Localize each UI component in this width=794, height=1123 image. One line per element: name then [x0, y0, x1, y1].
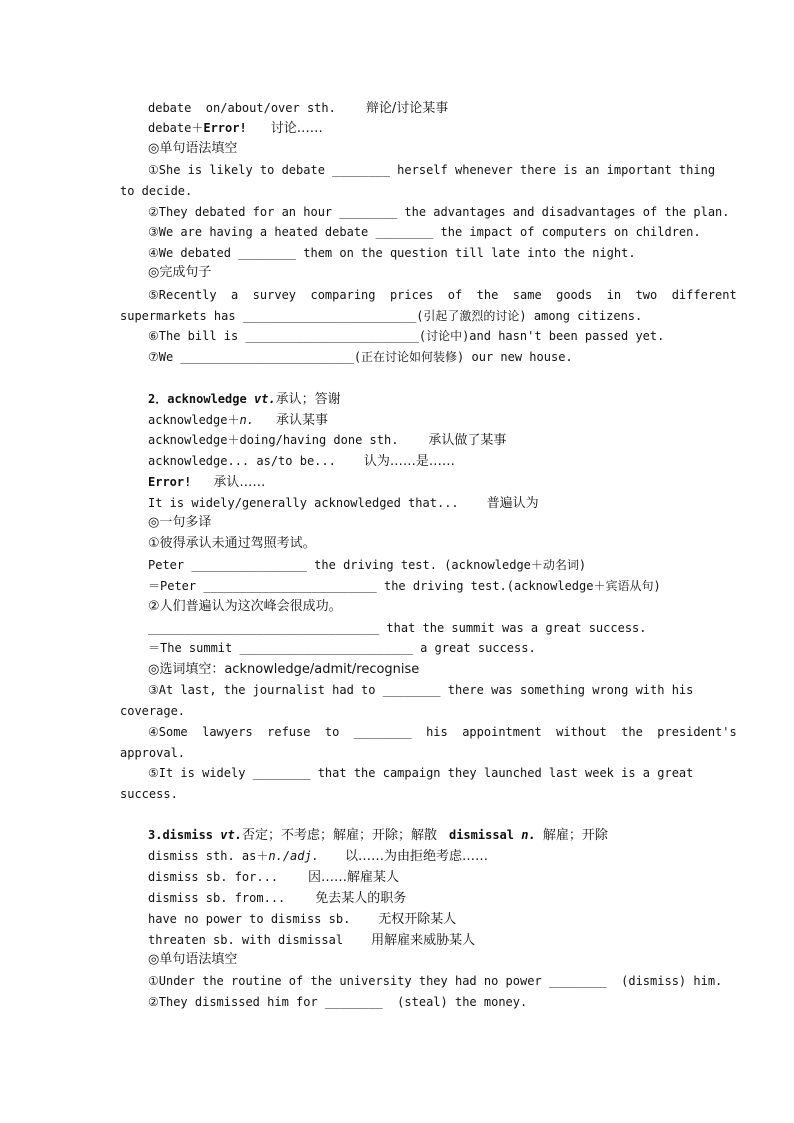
exercise-line: ③At last, the journalist had to ________ there was something wrong with his: [148, 683, 694, 697]
section-heading: ◎单句语法填空: [148, 952, 238, 967]
exercise-line: ⑤It is widely ________ that the campaign they launched last week is a great: [148, 766, 694, 780]
debate-phrase-1: debate on/about/over sth. 辩论/讨论某事: [148, 101, 449, 116]
exercise-line: ①Under the routine of the university they had no power ________ (dismiss) him.: [148, 974, 723, 988]
section-heading: ◎选词填空：acknowledge/admit/recognise: [148, 662, 420, 677]
exercise-line: Peter ________________ the driving test. (acknowledge＋动名词): [148, 558, 587, 572]
exercise-line: ②人们普遍认为这次峰会很成功。: [148, 599, 342, 614]
exercise-line: coverage.: [120, 704, 186, 718]
exercise-line: ②They debated for an hour ________ the advantages and disadvantages of the plan.: [148, 205, 730, 219]
exercise-line: success.: [120, 787, 178, 801]
phrase-line: Error! 承认……: [148, 475, 266, 490]
phrase-line: acknowledge... as/to be... 认为……是……: [148, 454, 455, 469]
phrase-line: dismiss sb. from... 免去某人的职务: [148, 891, 407, 906]
section-heading: ◎一句多译: [148, 515, 212, 530]
exercise-line: ①She is likely to debate ________ herself whenever there is an important thing: [148, 163, 716, 177]
entry-title-dismiss: 3.dismiss vt.否定；不考虑；解雇；开除；解散 dismissal n. 解雇；开除: [148, 828, 608, 843]
exercise-line: ＝Peter ________________________ the driving test.(acknowledge＋宾语从句): [148, 579, 661, 593]
exercise-line: supermarkets has ________________________(引起了激烈的讨论) among citizens.: [120, 309, 643, 323]
exercise-line: ②They dismissed him for ________ (steal) the money.: [148, 995, 528, 1009]
exercise-line: ④Some lawyers refuse to ________ his appointment without the president's: [148, 725, 737, 739]
phrase-line: have no power to dismiss sb. 无权开除某人: [148, 912, 457, 927]
exercise-line: ＝The summit ________________________ a great success.: [148, 641, 536, 655]
exercise-line: ⑦We ________________________(正在讨论如何装修) our new house.: [148, 350, 573, 364]
exercise-line: ________________________________ that the summit was a great success.: [148, 621, 647, 635]
exercise-line: ⑥The bill is ________________________(讨论中)and hasn't been passed yet.: [148, 329, 665, 343]
section-heading: ◎完成句子: [148, 265, 212, 280]
exercise-line: ④We debated ________ them on the question till late into the night.: [148, 246, 636, 260]
phrase-line: dismiss sb. for... 因……解雇某人: [148, 870, 400, 885]
phrase-line: It is widely/generally acknowledged that... 普遍认为: [148, 496, 539, 511]
phrase-line: threaten sb. with dismissal 用解雇来威胁某人: [148, 933, 476, 948]
exercise-line: ①彼得承认未通过驾照考试。: [148, 536, 316, 551]
exercise-line: ⑤Recently a survey comparing prices of the same goods in two different: [148, 288, 737, 302]
exercise-line: approval.: [120, 746, 186, 760]
phrase-line: dismiss sth. as＋n./adj. 以……为由拒绝考虑……: [148, 849, 488, 864]
phrase-line: acknowledge＋n. 承认某事: [148, 413, 328, 428]
debate-phrase-2: debate＋Error! 讨论……: [148, 121, 323, 136]
exercise-line: ③We are having a heated debate ________ the impact of computers on children.: [148, 225, 701, 239]
section-heading: ◎单句语法填空: [148, 141, 238, 156]
phrase-line: acknowledge＋doing/having done sth. 承认做了某事: [148, 433, 507, 448]
entry-title-acknowledge: 2．acknowledge vt.承认；答谢: [148, 392, 341, 407]
exercise-line: to decide.: [120, 184, 193, 198]
